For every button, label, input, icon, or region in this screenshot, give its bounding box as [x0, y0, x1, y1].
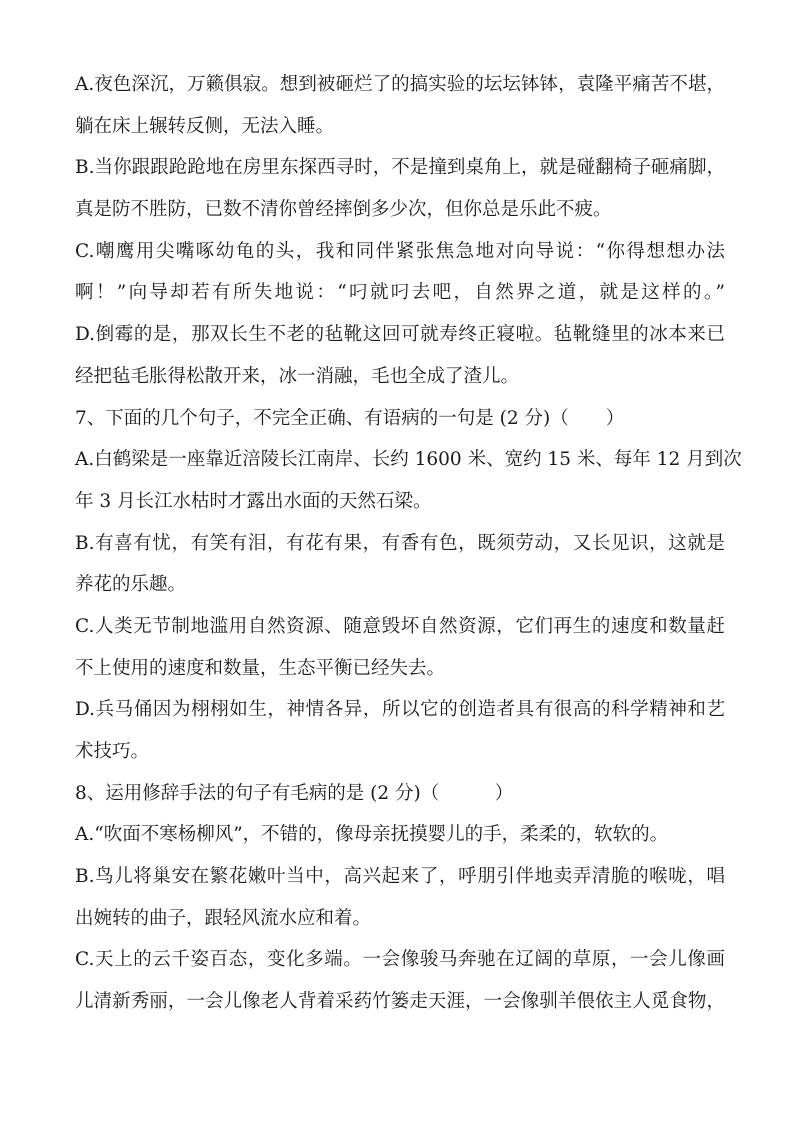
- text-line: 儿清新秀丽，一会儿像老人背着采药竹篓走天涯，一会像驯羊偎依主人觅食物，: [75, 991, 725, 1012]
- text-line: 出婉转的曲子，跟轻风流水应和着。: [75, 908, 372, 929]
- text-line: 躺在床上辗转反侧，无法入睡。: [75, 116, 335, 137]
- text-line: 术技巧。: [75, 741, 150, 762]
- question-7-stem: 7、下面的几个句子，不完全正确、有语病的一句是 (2 分)（ ）: [75, 408, 625, 429]
- text-line: B.鸟儿将巢安在繁花嫩叶当中，高兴起来了，呼朋引伴地卖弄清脆的喉咙，唱: [75, 866, 725, 887]
- text-line: A.夜色深沉，万籁俱寂。想到被砸烂了的搞实验的坛坛钵钵，袁隆平痛苦不堪，: [75, 74, 725, 95]
- text-line: C.人类无节制地滥用自然资源、随意毁坏自然资源，它们再生的速度和数量赶: [75, 616, 725, 637]
- question-8-stem: 8、运用修辞手法的句子有毛病的是 (2 分)（ ）: [75, 783, 514, 804]
- text-line: 啊！”向导却若有所失地说：“叼就叼去吧，自然界之道，就是这样的。”: [75, 282, 725, 303]
- text-line: A.“吹面不寒杨柳风”，不错的，像母亲抚摸婴儿的手，柔柔的，软软的。: [75, 824, 669, 845]
- text-line: D.倒霉的是，那双长生不老的毡靴这回可就寿终正寝啦。毡靴缝里的冰本来已: [75, 324, 725, 345]
- text-line: B.当你跟跟跄跄地在房里东探西寻时，不是撞到桌角上，就是碰翻椅子砸痛脚，: [75, 157, 725, 178]
- text-line: C.嘲鹰用尖嘴啄幼龟的头，我和同伴紧张焦急地对向导说：“你得想想办法: [75, 241, 725, 262]
- text-line: 不上使用的速度和数量，生态平衡已经失去。: [75, 658, 446, 679]
- text-line: 养花的乐趣。: [75, 574, 187, 595]
- text-line: B.有喜有忧，有笑有泪，有花有果，有香有色，既须劳动，又长见识，这就是: [75, 533, 725, 554]
- text-line: A.白鹤梁是一座靠近涪陵长江南岸、长约 1600 米、宽约 15 米、每年 12 月到次: [75, 449, 742, 470]
- text-line: 年 3 月长江水枯时才露出水面的天然石梁。: [75, 491, 432, 512]
- text-line: D.兵马俑因为栩栩如生，神情各异，所以它的创造者具有很高的科学精神和艺: [75, 699, 725, 720]
- text-line: C.天上的云千姿百态，变化多端。一会像骏马奔驰在辽阔的草原，一会儿像画: [75, 949, 725, 970]
- text-line: 经把毡毛胀得松散开来，冰一消融，毛也全成了渣儿。: [75, 366, 520, 387]
- text-line: 真是防不胜防，已数不清你曾经摔倒多少次，但你总是乐此不疲。: [75, 199, 612, 220]
